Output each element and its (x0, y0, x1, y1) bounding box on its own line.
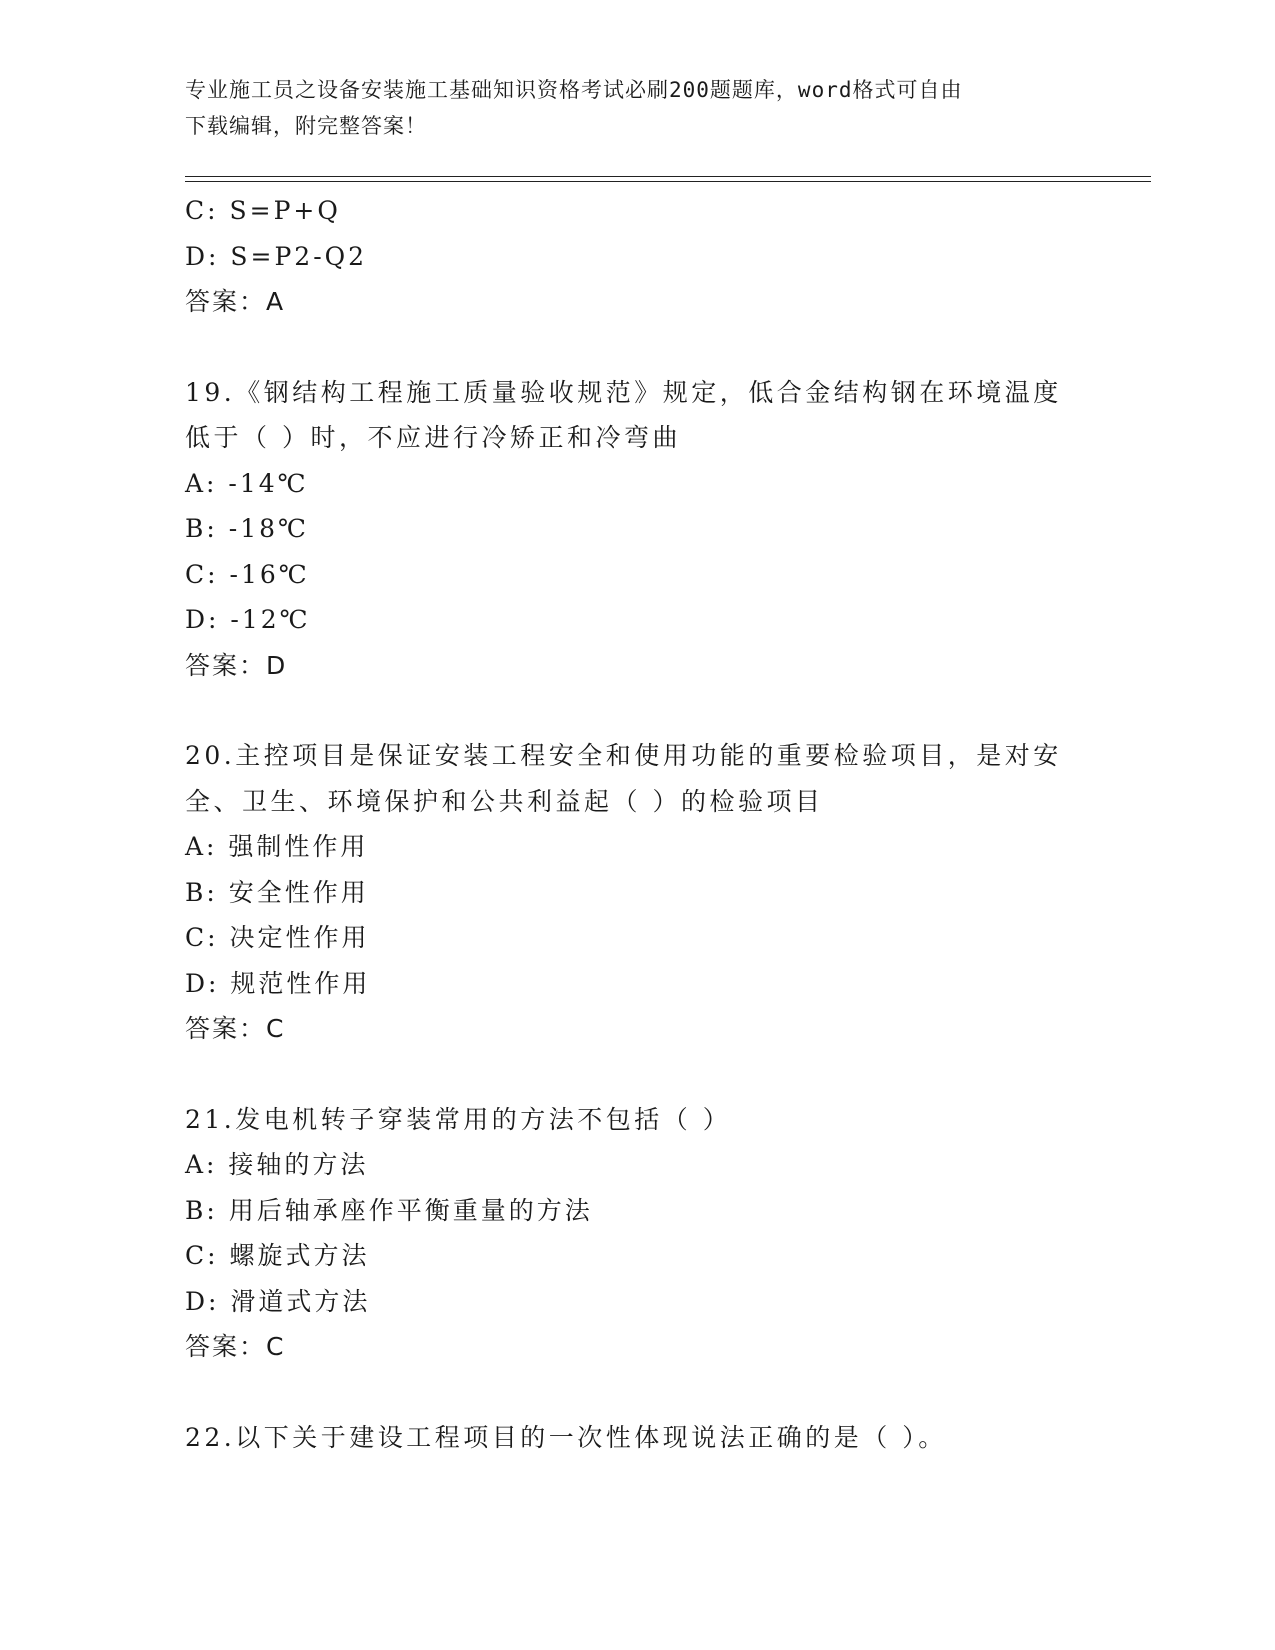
question-18-continuation (185, 188, 1105, 325)
option-b: B: -18℃ (185, 514, 309, 543)
question-22 (185, 1415, 1105, 1461)
question-21 (185, 1097, 1105, 1370)
option-a: A: -14℃ (185, 468, 309, 498)
stem-line: 低于（ ）时，不应进行冷矫正和冷弯曲 (185, 423, 681, 452)
option-b: B: 安全性作用 (185, 877, 369, 907)
stem-line: 19.《钢结构工程施工质量验收规范》规定，低合金结构钢在环境温度 (185, 377, 1062, 407)
option-d: D: 规范性作用 (185, 968, 371, 998)
option-a: A: 强制性作用 (185, 832, 369, 861)
document-header (185, 72, 1065, 144)
answer-line: 答案：C (185, 1332, 286, 1361)
header-divider-top (185, 176, 1151, 177)
option-c: C: -16℃ (185, 559, 310, 589)
option-c: C: S=P+Q (185, 196, 341, 225)
question-stem (185, 1097, 1065, 1143)
spacer (185, 325, 1105, 370)
answer-line: 答案：C (185, 1014, 286, 1043)
option-d: D: S=P2-Q2 (185, 241, 368, 271)
answer-line: 答案：D (185, 650, 288, 680)
question-stem (185, 370, 1065, 461)
option-d: D: 滑道式方法 (185, 1286, 371, 1316)
stem-line: 20.主控项目是保证安装工程安全和使用功能的重要检验项目，是对安 (185, 741, 1062, 770)
option-b: B: 用后轴承座作平衡重量的方法 (185, 1195, 593, 1225)
answer-line: 答案：A (185, 287, 286, 316)
spacer (185, 1370, 1105, 1415)
question-list (185, 188, 1105, 1460)
header-divider-bottom (185, 181, 1151, 182)
option-c: C: 决定性作用 (185, 923, 370, 952)
question-19 (185, 370, 1105, 689)
header-line-2: 下载编辑，附完整答案！ (185, 114, 427, 138)
stem-line: 22.以下关于建设工程项目的一次性体现说法正确的是（ ）。 (185, 1422, 947, 1452)
option-c: C: 螺旋式方法 (185, 1241, 370, 1270)
question-stem (185, 733, 1065, 824)
question-20 (185, 733, 1105, 1052)
header-line-1: 专业施工员之设备安装施工基础知识资格考试必刷200题题库，word格式可自由 (185, 78, 963, 102)
spacer (185, 1052, 1105, 1097)
stem-line: 21.发电机转子穿装常用的方法不包括（ ） (185, 1104, 732, 1134)
stem-line: 全、卫生、环境保护和公共利益起（ ）的检验项目 (185, 786, 824, 816)
option-a: A: 接轴的方法 (185, 1150, 369, 1179)
option-d: D: -12℃ (185, 605, 311, 634)
question-stem (185, 1415, 1065, 1461)
spacer (185, 688, 1105, 733)
